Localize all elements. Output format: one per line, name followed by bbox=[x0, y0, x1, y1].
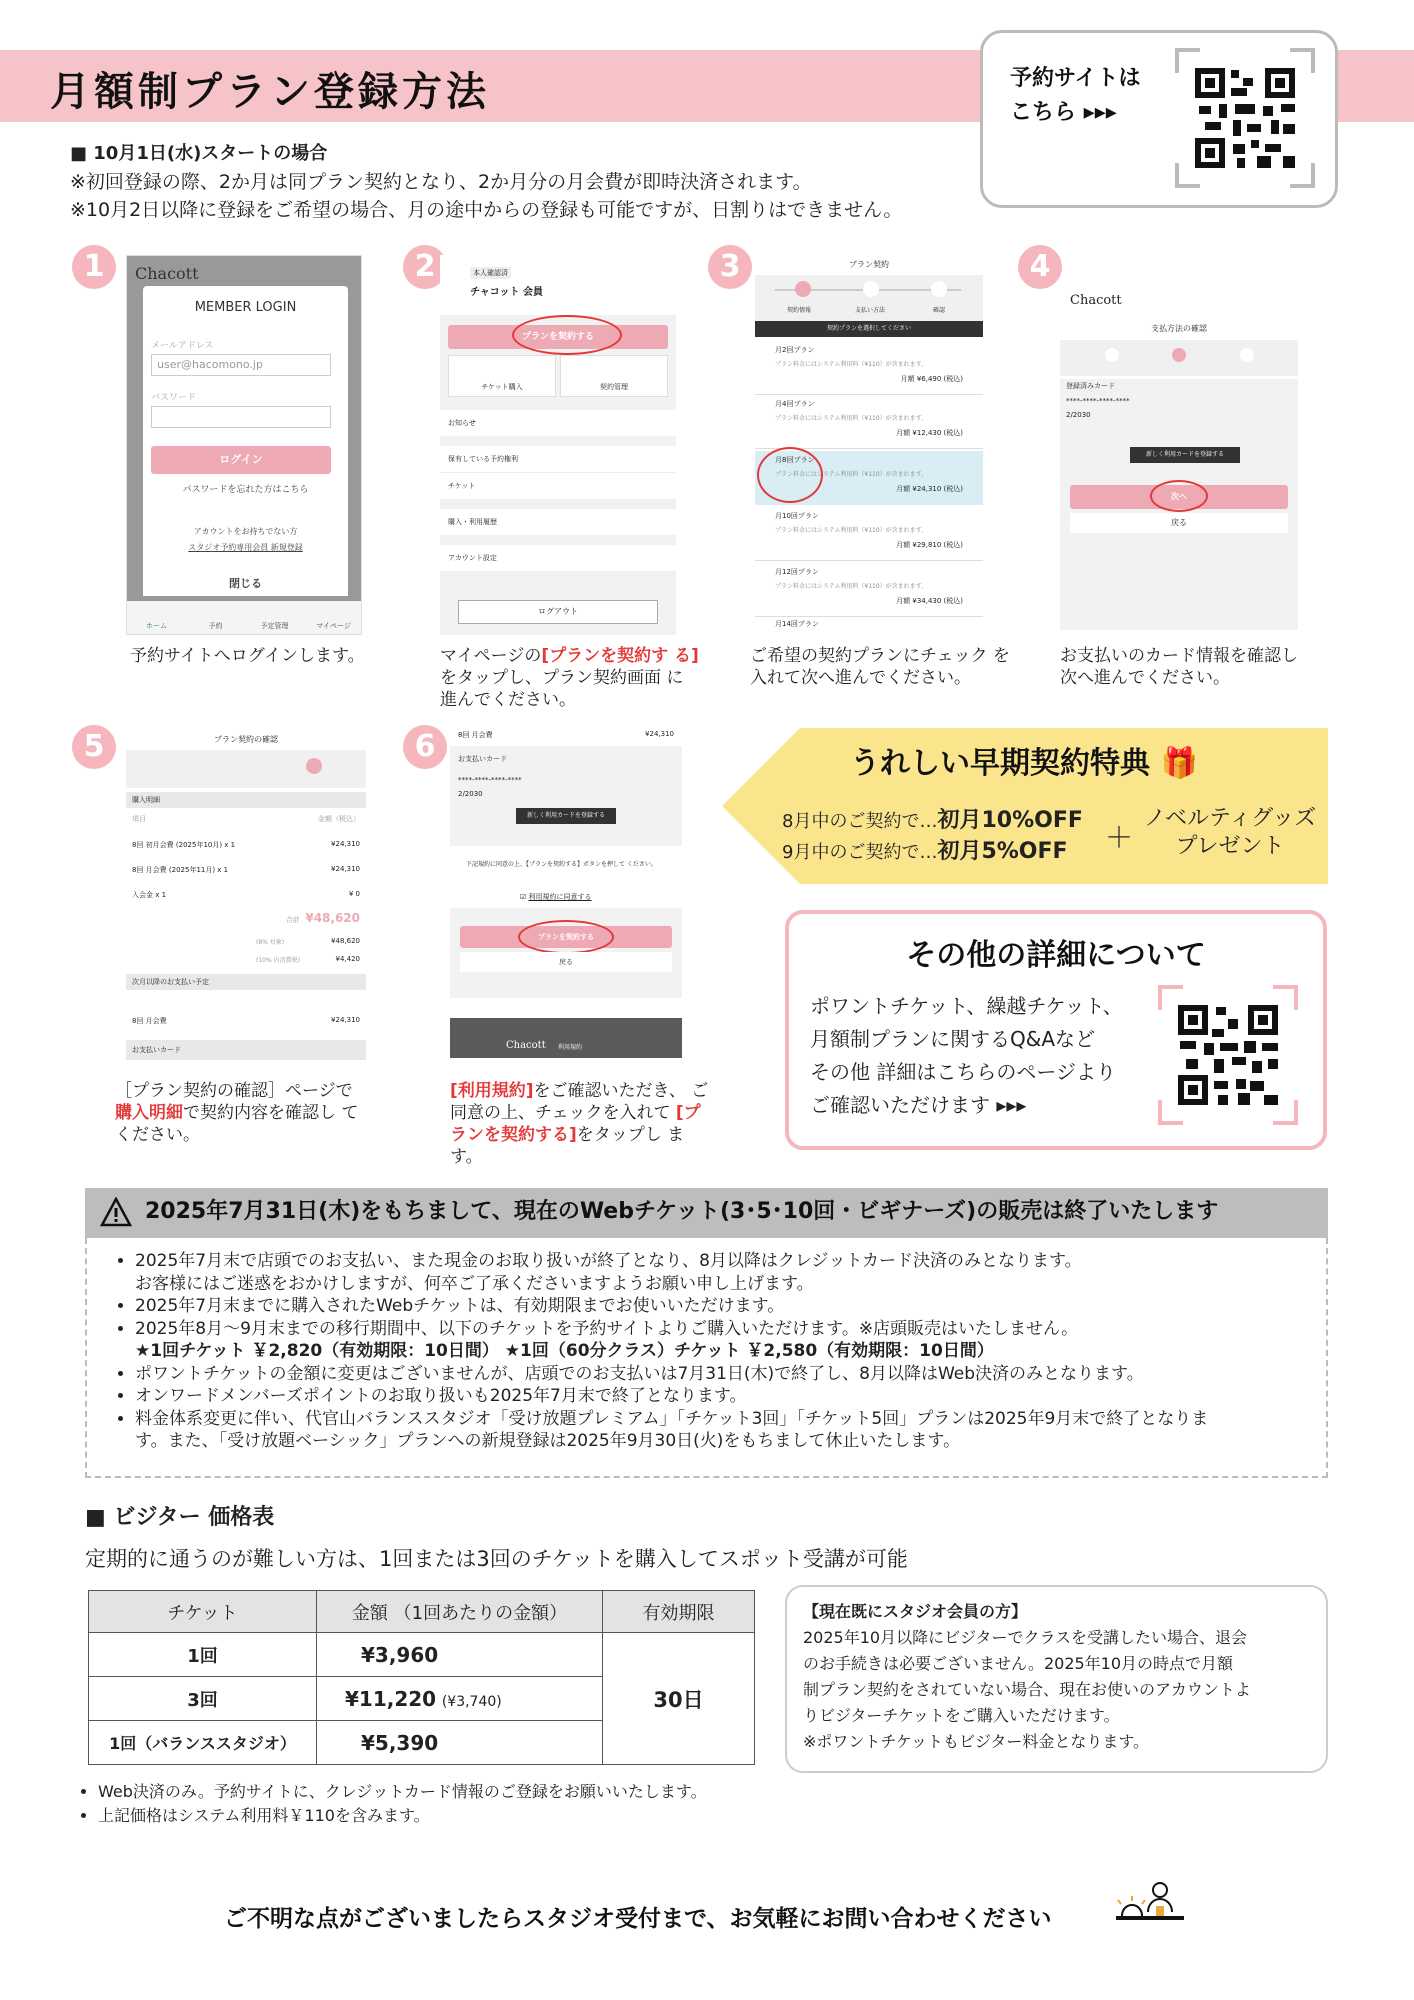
step-3-number: 3 bbox=[708, 245, 752, 289]
member-note-box: 【現在既にスタジオ会員の方】 2025年10月以降にビジターでクラスを受講したい場合、退会 のお手続きは必要ございません。2025年10月の時点で月額 制プラン契約をされていない場合、現在お使いのアカウントよ りビジターチケットをご購入いただけます。 ※ポワントチケットもビジター料金となります。 bbox=[785, 1585, 1328, 1773]
bonus-title: うれしい早期契約特典 🎁 bbox=[850, 746, 1198, 781]
intro-text: ■ 10月1日(水)スタートの場合 ※初回登録の際、2か月は同プラン契約となり、2か月分の月会費が即時決済されます。 ※10月2日以降に登録をご希望の場合、月の途中からの登録も可能ですが、日割りはできません。 bbox=[70, 143, 903, 221]
step-4-number: 4 bbox=[1018, 245, 1062, 289]
page-title: 月額制プラン登録方法 bbox=[50, 69, 490, 115]
step-4-caption: お支払いのカード情報を確認し 次へ進んでください。 bbox=[1060, 646, 1298, 688]
novelty-gift: ノベルティグッズ プレゼント bbox=[1143, 806, 1317, 859]
pricing-title: ■ ビジター 価格表 bbox=[85, 1505, 275, 1530]
pricing-notes: • Web決済のみ。予約サイトに、クレジットカード情報のご登録をお願いいたします。 • 上記価格はシステム利用料￥110を含みます。 bbox=[98, 1780, 707, 1828]
plus-sign: ＋ bbox=[1105, 821, 1134, 854]
visitor-price-table: チケット 金額 （1回あたりの金額） 有効期限 1回 ¥3,960 30日 3回 ¥11,220 (¥3,740) 1回（バランススタジオ） ¥5,390 bbox=[88, 1590, 755, 1765]
step-3-screenshot: プラン契約 契約情報 支払い方法 確認 契約プランを選択してください 月2回プラン プラン料金にはシステム利用料（¥110）が含まれます。 月額 ¥6,490 (税込) 月4回プラン プラン料金にはシステム利用料（¥110）が含まれます。 月額 ¥12,430 (税込) 月8回プラン プラン料金にはシステム利用料（¥110）が含まれます。 月額 ¥24,310 (税込) 月10回プラン プラン料金にはシステム利用料（¥110）が含まれます。 月額 ¥29,810 (税込) 月12回プラン プラン料金にはシステム利用料（¥110）が含まれます。 月額 ¥34,430 (税込) 月14回プラン bbox=[755, 255, 983, 635]
table-row: 1回（バランススタジオ） ¥5,390 bbox=[89, 1721, 755, 1765]
warning-notes: • 2025年7月末で店頭でのお支払い、また現金のお取り扱いが終了となり、8月以降はクレジットカード決済のみとなります。 お客様にはご迷惑をおかけしますが、何卒ご了承くださいますようお願い申し上げます。 • 2025年7月末までに購入されたWebチケットは、有効期限までお使いいただけます。 • 2025年8月～9月末までの移行期間中、以下のチケットを予約サイトよりご購入いただけます。※店頭販売はいたしません。 ★1回チケット ￥2,820（有効期限：10日間） ★1回（60分クラス）チケット ￥2,580（有効期限：10日間） • ポワントチケットの金額に変更はございませんが、店頭でのお支払いは7月31日(木)で終了し、8月以降はWeb決済のみとなります。 • オンワードメンバーズポイントのお取り扱いも2025年7月末で終了となります。 • 料金体系変更に伴い、代官山バランススタジオ「受け放題プレミアム」「チケット3回」「チケット5回」プランは2025年9月末で終了となりま す。また、「受け放題ベーシック」プランへの新規登録は2025年9月30日(火)をもちまして休止いたします。 bbox=[85, 1238, 1328, 1478]
details-qr-code[interactable] bbox=[1158, 985, 1298, 1125]
warning-icon bbox=[100, 1197, 132, 1227]
reservation-qr-code[interactable] bbox=[1175, 48, 1315, 188]
details-title: その他の詳細について bbox=[906, 938, 1206, 973]
step-3-caption: ご希望の契約プランにチェック を入れて次へ進んでください。 bbox=[750, 646, 1010, 688]
table-row: 1回 ¥3,960 30日 bbox=[89, 1633, 755, 1677]
table-row: 3回 ¥11,220 (¥3,740) bbox=[89, 1677, 755, 1721]
warning-title: 2025年7月31日(木)をもちまして、現在のWebチケット(3･5･10回・ビギナーズ)の販売は終了いたします bbox=[145, 1199, 1219, 1224]
step-1-number: 1 bbox=[72, 245, 116, 289]
plan-12: 月12回プラン プラン料金にはシステム利用料（¥110）が含まれます。 月額 ¥34,430 (税込) bbox=[755, 563, 983, 617]
step-5-screenshot: プラン契約の確認 購入明細 項目 金額（税込） 8回 初月会費 (2025年10月) x 1 ¥24,310 8回 月会費 (2025年11月) x 1 ¥24,310 入会金 x 1 ¥ 0 合計 ¥48,620 (8% 対象) ¥48,620 (10% 内消費税) ¥4,420 次月以降のお支払い予定 8回 月会費 ¥24,310 お支払いカード bbox=[126, 730, 366, 1060]
plan-2: 月2回プラン プラン料金にはシステム利用料（¥110）が含まれます。 月額 ¥6,490 (税込) bbox=[755, 341, 983, 395]
step-6-number: 6 bbox=[403, 725, 447, 769]
step-5-caption: ［プラン契約の確認］ページで 購入明細で契約内容を確認し てください。 bbox=[115, 1081, 359, 1145]
bonus-line-1: 8月中のご契約で…初月10%OFF bbox=[782, 808, 1083, 833]
footer-contact: ご不明な点がございましたらスタジオ受付まで、お気軽にお問い合わせください bbox=[224, 1906, 1052, 1932]
bonus-line-2: 9月中のご契約で…初月5%OFF bbox=[782, 839, 1068, 864]
qr-label: 予約サイトは こちら ▸▸▸ bbox=[1010, 66, 1141, 125]
plan-10: 月10回プラン プラン料金にはシステム利用料（¥110）が含まれます。 月額 ¥29,810 (税込) bbox=[755, 507, 983, 561]
plan-8: 月8回プラン プラン料金にはシステム利用料（¥110）が含まれます。 月額 ¥24,310 (税込) bbox=[755, 451, 983, 505]
step-6-caption: [利用規約]をご確認いただき、 ご同意の上、チェックを入れて [プランを契約する]をタップし ます。 bbox=[450, 1081, 709, 1167]
step-1-screenshot: Chacott MEMBER LOGIN メールアドレス user@hacomono.jp パスワード ログイン パスワードを忘れた方はこちら アカウントをお持ちでない方 スタジオ予約専用会員 新規登録 閉じる ホーム 予約 予定管理 マイページ bbox=[126, 255, 362, 635]
step-6-screenshot: 8回 月会費 ¥24,310 お支払いカード ****-****-****-**** 2/2030 新しく利用カードを登録する 下記規約に同意の上、【プランを契約する】ボタンを押して ください。 ☑ 利用規約に同意する プランを契約する 戻る Chacott 利用規約 bbox=[450, 728, 682, 1058]
step-4-screenshot: Chacott 支払方法の確認 登録済みカード ****-****-****-**** 2/2030 新しく利用カードを登録する 次へ 戻る bbox=[1060, 285, 1298, 630]
reception-desk-icon bbox=[1112, 1880, 1188, 1930]
plan-4: 月4回プラン プラン料金にはシステム利用料（¥110）が含まれます。 月額 ¥12,430 (税込) bbox=[755, 395, 983, 449]
step-2-screenshot: 本人確認済 チャコット 会員 プランを契約する チケット購入 契約管理 お知らせ 保有している予約権利 チケット 購入・利用履歴 アカウント設定 ログアウト bbox=[440, 255, 676, 635]
step-5-number: 5 bbox=[72, 725, 116, 769]
details-text: ポワントチケット、繰越チケット、 月額制プランに関するQ&Aなど その他 詳細はこちらのページより ご確認いただけます ▸▸▸ bbox=[810, 994, 1123, 1117]
step-2-caption: マイページの[プランを契約す る]をタップし、プラン契約画面 に進んでください。 bbox=[440, 646, 699, 710]
step-2-number: 2 bbox=[403, 245, 447, 289]
step-1-caption: 予約サイトへログインします。 bbox=[130, 646, 365, 666]
pricing-subtitle: 定期的に通うのが難しい方は、1回または3回のチケットを購入してスポット受講が可能 bbox=[85, 1547, 908, 1571]
gift-icon: 🎁 bbox=[1160, 746, 1198, 781]
